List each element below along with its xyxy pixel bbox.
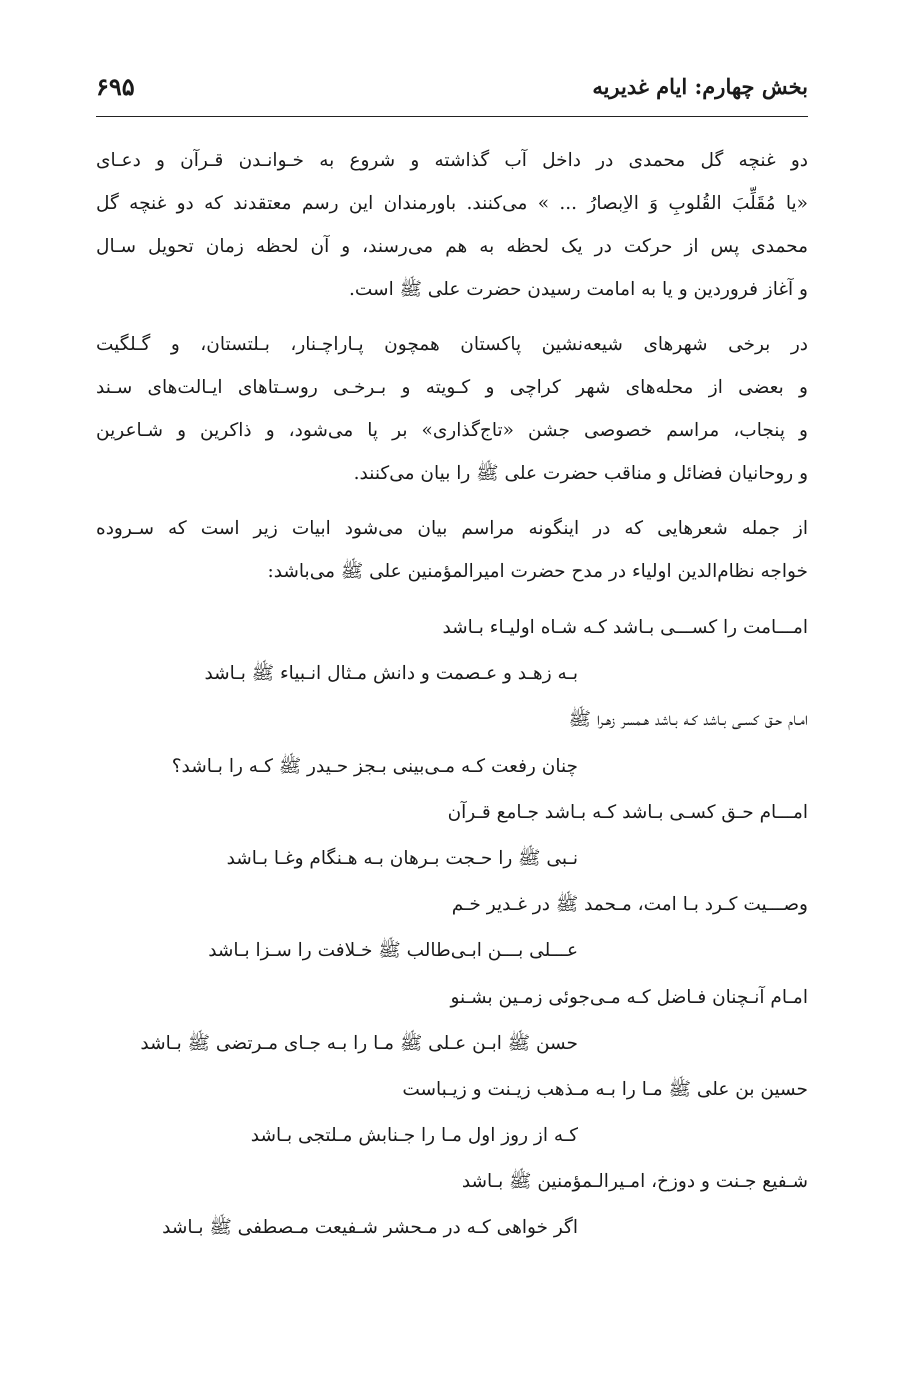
- page-number: ۶۹۵: [96, 72, 135, 101]
- paragraph-line: محمدی پس از حرکت در یک لحظه به هم می‌رسند، و آن لحظه زمان تحویل سـال: [96, 236, 808, 257]
- book-page: [96, 64, 808, 1252]
- paragraph-line: از جمله شعرهایی که در اینگونه مراسم بیان می‌شود ابیات زیر است که سـروده: [96, 518, 808, 539]
- paragraph-2: [96, 323, 808, 495]
- verse-hemistich-first: امـــام حـق کسـی بـاشد کـه بـاشد جـامع قـرآن: [447, 801, 808, 823]
- paragraph-3: [96, 507, 808, 593]
- poem: [96, 605, 808, 1252]
- verse-hemistich-first: امـام آنـچنان فـاضل کـه مـی‌جوئی زمـین بشـنو: [450, 986, 808, 1008]
- paragraph-line: و بعضی از محله‌های شهر کراچی و کـویته و بـرخـی روسـتاهای ایـالت‌های سـند: [96, 377, 808, 398]
- paragraph-line: و روحانیان فضائل و مناقب حضرت علی ﷺ را بیان می‌کنند.: [353, 463, 808, 484]
- verse-hemistich-first: امـام حـق کسـی بـاشد کـه بـاشد هـمسر زهـرا ﷺ: [568, 709, 808, 731]
- verse-hemistich-second: چنان رفعت کـه مـی‌بینی بـجز حـیدر ﷺ کـه را بـاشد؟: [171, 755, 578, 777]
- verse-hemistich-second: بـه زهـد و عـصمت و دانش مـثال انـبیاء ﷺ بـاشد: [204, 663, 578, 685]
- chapter-title: بخش چهارم: ایام غدیریه: [592, 74, 808, 99]
- verse-hemistich-first: وصـــیت کـرد بـا امت، مـحمد ﷺ در غـدیر خـم: [451, 894, 808, 916]
- paragraph-line: «یا مُقَلِّبَ القُلوبِ وَ الاِبصارُ ... » می‌کنند. باورمندان این رسم معتقدند که دو غنچه گل: [96, 193, 808, 214]
- paragraph-line: و پنجاب، مراسم خصوصی جشن «تاج‌گذاری» بر پا می‌شود، و ذاکرین و شـاعرین: [96, 420, 808, 441]
- verse-hemistich-first: امـــامت را کســـی بـاشد کـه شـاه اولیـاء بـاشد: [442, 617, 808, 638]
- paragraph-line: دو غنچه گل محمدی در داخل آب گذاشته و شروع به خـوانـدن قـرآن و دعـای: [96, 150, 808, 171]
- paragraph-line: و آغاز فروردین و یا به امامت رسیدن حضرت علی ﷺ است.: [349, 279, 808, 300]
- paragraph-line: خواجه نظام‌الدین اولیاء در مدح حضرت امیرالمؤمنین علی ﷺ می‌باشد:: [267, 561, 808, 582]
- paragraph-1: [96, 139, 808, 311]
- verse-hemistich-second: نـبی ﷺ را حـجت بـرهان بـه هـنگام وغـا بـاشد: [226, 847, 578, 869]
- verse-hemistich-second: عـــلی بـــن ابـی‌طالب ﷺ خـلافت را سـزا بـاشد: [208, 940, 578, 962]
- verse-hemistich-second: کـه از روز اول مـا را جـنابش مـلتجی بـاشد: [250, 1125, 578, 1147]
- verse-hemistich-first: حسین بن علی ﷺ مـا را بـه مـذهب زیـنت و زیـباست: [402, 1078, 808, 1100]
- paragraph-line: در برخی شهرهای شیعه‌نشین پاکستان همچون پـاراچـنار، بـلتستان، و گـلگیت: [96, 334, 808, 355]
- verse-hemistich-second: اگر خواهی کـه در مـحشر شـفیعت مـصطفی ﷺ بـاشد: [162, 1217, 578, 1239]
- page-header: [96, 64, 808, 117]
- verse-hemistich-first: شـفیع جـنت و دوزخ، امـیرالـمؤمنین ﷺ بـاشد: [461, 1171, 808, 1193]
- verse-hemistich-second: حسن ﷺ ابـن عـلی ﷺ مـا را بـه جـای مـرتضی ﷺ بـاشد: [140, 1032, 578, 1054]
